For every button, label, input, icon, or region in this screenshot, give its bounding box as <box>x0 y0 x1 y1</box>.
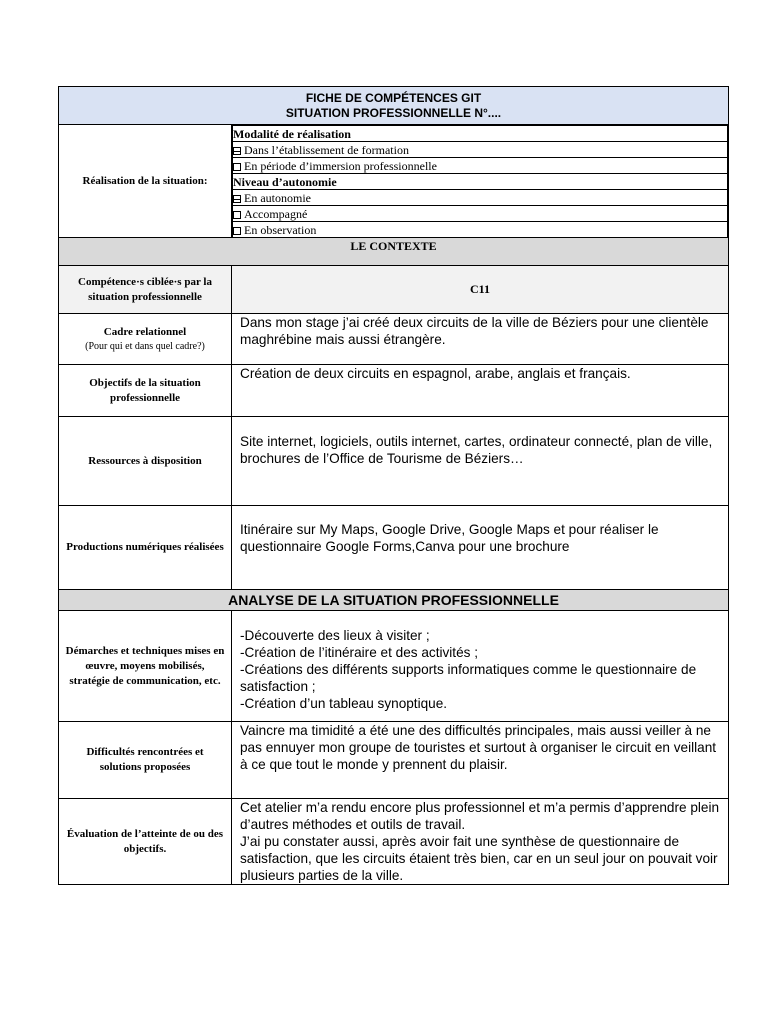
demarches-label: Démarches et techniques mises en œuvre, moyens mobilisés, stratégie de communication, etc. <box>59 611 232 722</box>
ressources-row <box>59 417 729 506</box>
analyse-title: ANALYSE DE LA SITUATION PROFESSIONNELLE <box>59 590 729 611</box>
competences-row <box>59 266 729 314</box>
sheet-title-row <box>59 87 729 125</box>
difficultes-label: Difficultés rencontrées et solutions proposées <box>59 722 232 799</box>
ressources-value: Site internet, logiciels, outils internet, cartes, ordinateur connecté, plan de ville, brochures de l’Office de Tourisme de Béziers… <box>232 417 729 506</box>
contexte-title: LE CONTEXTE <box>59 238 729 266</box>
productions-value: Itinéraire sur My Maps, Google Drive, Google Maps et pour réaliser le questionnaire Google Forms,Canva pour une brochure <box>232 506 729 590</box>
evaluation-paragraph: Cet atelier m’a rendu encore plus professionnel et m’a permis d’apprendre plein d’autres méthodes et outils de travail. <box>240 800 720 832</box>
checkbox-empty-icon[interactable] <box>233 211 241 219</box>
niveau-option-accompagne[interactable] <box>233 206 728 222</box>
analyse-header-row <box>59 590 729 611</box>
checkbox-checked-icon[interactable] <box>233 147 241 155</box>
demarches-line: -Créations des différents supports informatiques comme le questionnaire de satisfaction ; <box>240 662 697 694</box>
realisation-label: Réalisation de la situation: <box>59 125 232 238</box>
evaluation-paragraph: J’ai pu constater aussi, après avoir fait une synthèse de questionnaire de satisfaction, que les circuits étaient très bien, car en un seul jour on pouvait voir plusieurs parties de la ville. <box>240 834 718 883</box>
evaluation-value <box>232 799 729 885</box>
competence-sheet <box>58 86 729 885</box>
productions-label: Productions numériques réalisées <box>59 506 232 590</box>
cadre-value: Dans mon stage j’ai créé deux circuits de la ville de Béziers pour une clientèle maghrébine mais aussi étrangère. <box>232 314 729 365</box>
niveau-option-observation[interactable] <box>233 222 728 238</box>
objectifs-label: Objectifs de la situation professionnelle <box>59 365 232 417</box>
realisation-options <box>232 125 729 238</box>
modalite-option-etablissement[interactable] <box>233 142 728 158</box>
demarches-line: -Création d’un tableau synoptique. <box>240 696 448 711</box>
demarches-row <box>59 611 729 722</box>
difficultes-value: Vaincre ma timidité a été une des difficultés principales, mais aussi veiller à ne pas ennuyer mon groupe de touristes et surtout à organiser le circuit en veillant à ce que tout le monde y prennent du plaisir. <box>232 722 729 799</box>
cadre-sublabel: (Pour qui et dans quel cadre?) <box>85 341 205 352</box>
niveau-option-autonomie[interactable] <box>233 190 728 206</box>
sheet-title <box>59 87 729 125</box>
cadre-label: Cadre relationnel <box>103 326 187 338</box>
contexte-header-row <box>59 238 729 266</box>
productions-row <box>59 506 729 590</box>
realisation-options-table <box>232 125 728 237</box>
objectifs-value: Création de deux circuits en espagnol, arabe, anglais et français. <box>232 365 729 417</box>
demarches-value <box>232 611 729 722</box>
modalite-title: Modalité de réalisation <box>233 126 728 142</box>
cadre-label-cell <box>59 314 232 365</box>
demarches-line: -Découverte des lieux à visiter ; <box>240 628 430 643</box>
sheet-title-line2: SITUATION PROFESSIONNELLE N°.... <box>285 105 502 120</box>
niveau-title: Niveau d’autonomie <box>233 174 728 190</box>
checkbox-empty-icon[interactable] <box>233 163 241 171</box>
niveau-option-label: Accompagné <box>244 206 308 221</box>
checkbox-empty-icon[interactable] <box>233 227 241 235</box>
ressources-label: Ressources à disposition <box>59 417 232 506</box>
competences-value: C11 <box>232 266 729 314</box>
evaluation-row <box>59 799 729 885</box>
objectifs-row <box>59 365 729 417</box>
cadre-row <box>59 314 729 365</box>
difficultes-row <box>59 722 729 799</box>
evaluation-label: Évaluation de l’atteinte de ou des objectifs. <box>59 799 232 885</box>
checkbox-checked-icon[interactable] <box>233 195 241 203</box>
modalite-option-label: Dans l’établissement de formation <box>244 142 409 157</box>
realisation-row <box>59 125 729 238</box>
modalite-option-label: En période d’immersion professionnelle <box>244 158 437 173</box>
niveau-option-label: En autonomie <box>244 190 311 205</box>
modalite-option-immersion[interactable] <box>233 158 728 174</box>
competences-label: Compétence·s ciblée·s par la situation professionnelle <box>59 266 232 314</box>
niveau-option-label: En observation <box>244 222 317 237</box>
demarches-line: -Création de l’itinéraire et des activités ; <box>240 645 478 660</box>
sheet-title-line1: FICHE DE COMPÉTENCES GIT <box>305 90 482 105</box>
